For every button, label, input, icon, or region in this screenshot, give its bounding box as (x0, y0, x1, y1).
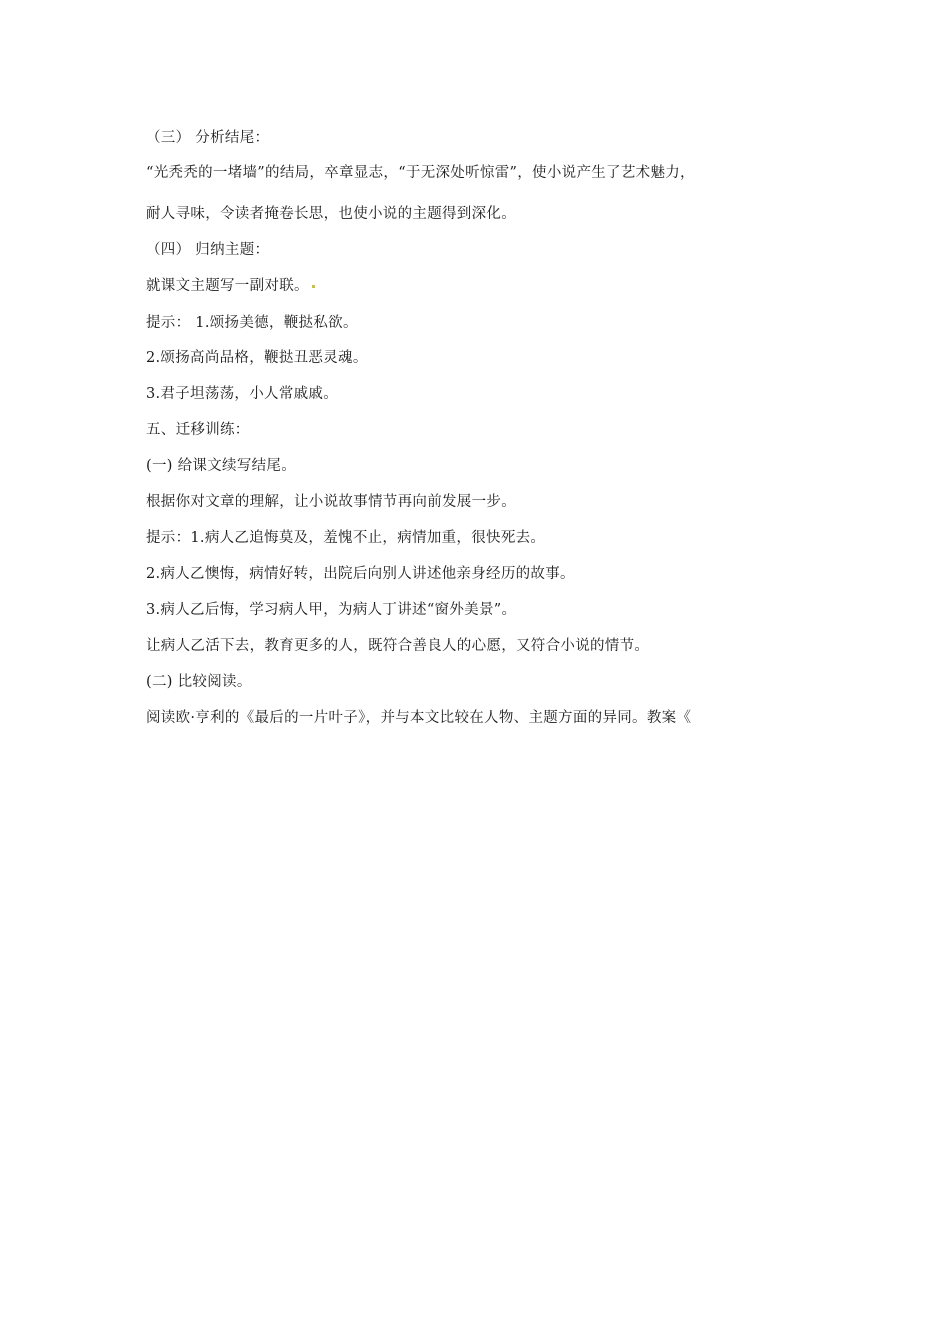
hint-line: 3.君子坦荡荡，小人常戚戚。 (146, 386, 339, 402)
paragraph-line (146, 276, 315, 296)
hint-line: 2.颂扬高尚品格，鞭挞丑恶灵魂。 (146, 350, 368, 366)
paragraph-line: 耐人寻味，令读者掩卷长思，也使小说的主题得到深化。 (146, 206, 516, 222)
section-heading-transfer-training: 五、迁移训练： (146, 422, 250, 438)
section-heading-summarize-theme: （四） 归纳主题： (146, 242, 270, 258)
paragraph-line-text: 就课文主题写一副对联。 (146, 278, 309, 294)
hint-line: 提示：1.病人乙追悔莫及，羞愧不止，病情加重，很快死去。 (146, 530, 546, 546)
subsection-heading-comparative-reading: (二) 比较阅读。 (146, 674, 252, 690)
paragraph-line: 根据你对文章的理解，让小说故事情节再向前发展一步。 (146, 494, 516, 510)
hint-line: 3.病人乙后悔，学习病人甲，为病人丁讲述“窗外美景”。 (146, 602, 517, 618)
paragraph-line: 让病人乙活下去，教育更多的人，既符合善良人的心愿，又符合小说的情节。 (146, 638, 650, 654)
highlight-mark (312, 285, 315, 288)
paragraph-line: 阅读欧·亨利的《最后的一片叶子》，并与本文比较在人物、主题方面的异同。教案《 (146, 710, 692, 726)
section-heading-analyze-ending: （三） 分析结尾： (146, 130, 270, 146)
hint-line: 提示： 1.颂扬美德，鞭挞私欲。 (146, 315, 358, 331)
subsection-heading-continue-ending: (一) 给课文续写结尾。 (146, 458, 297, 474)
hint-line: 2.病人乙懊悔，病情好转，出院后向别人讲述他亲身经历的故事。 (146, 566, 575, 582)
paragraph-line: “光秃秃的一堵墙”的结局，卒章显志，“于无深处听惊雷”，使小说产生了艺术魅力， (146, 165, 695, 181)
